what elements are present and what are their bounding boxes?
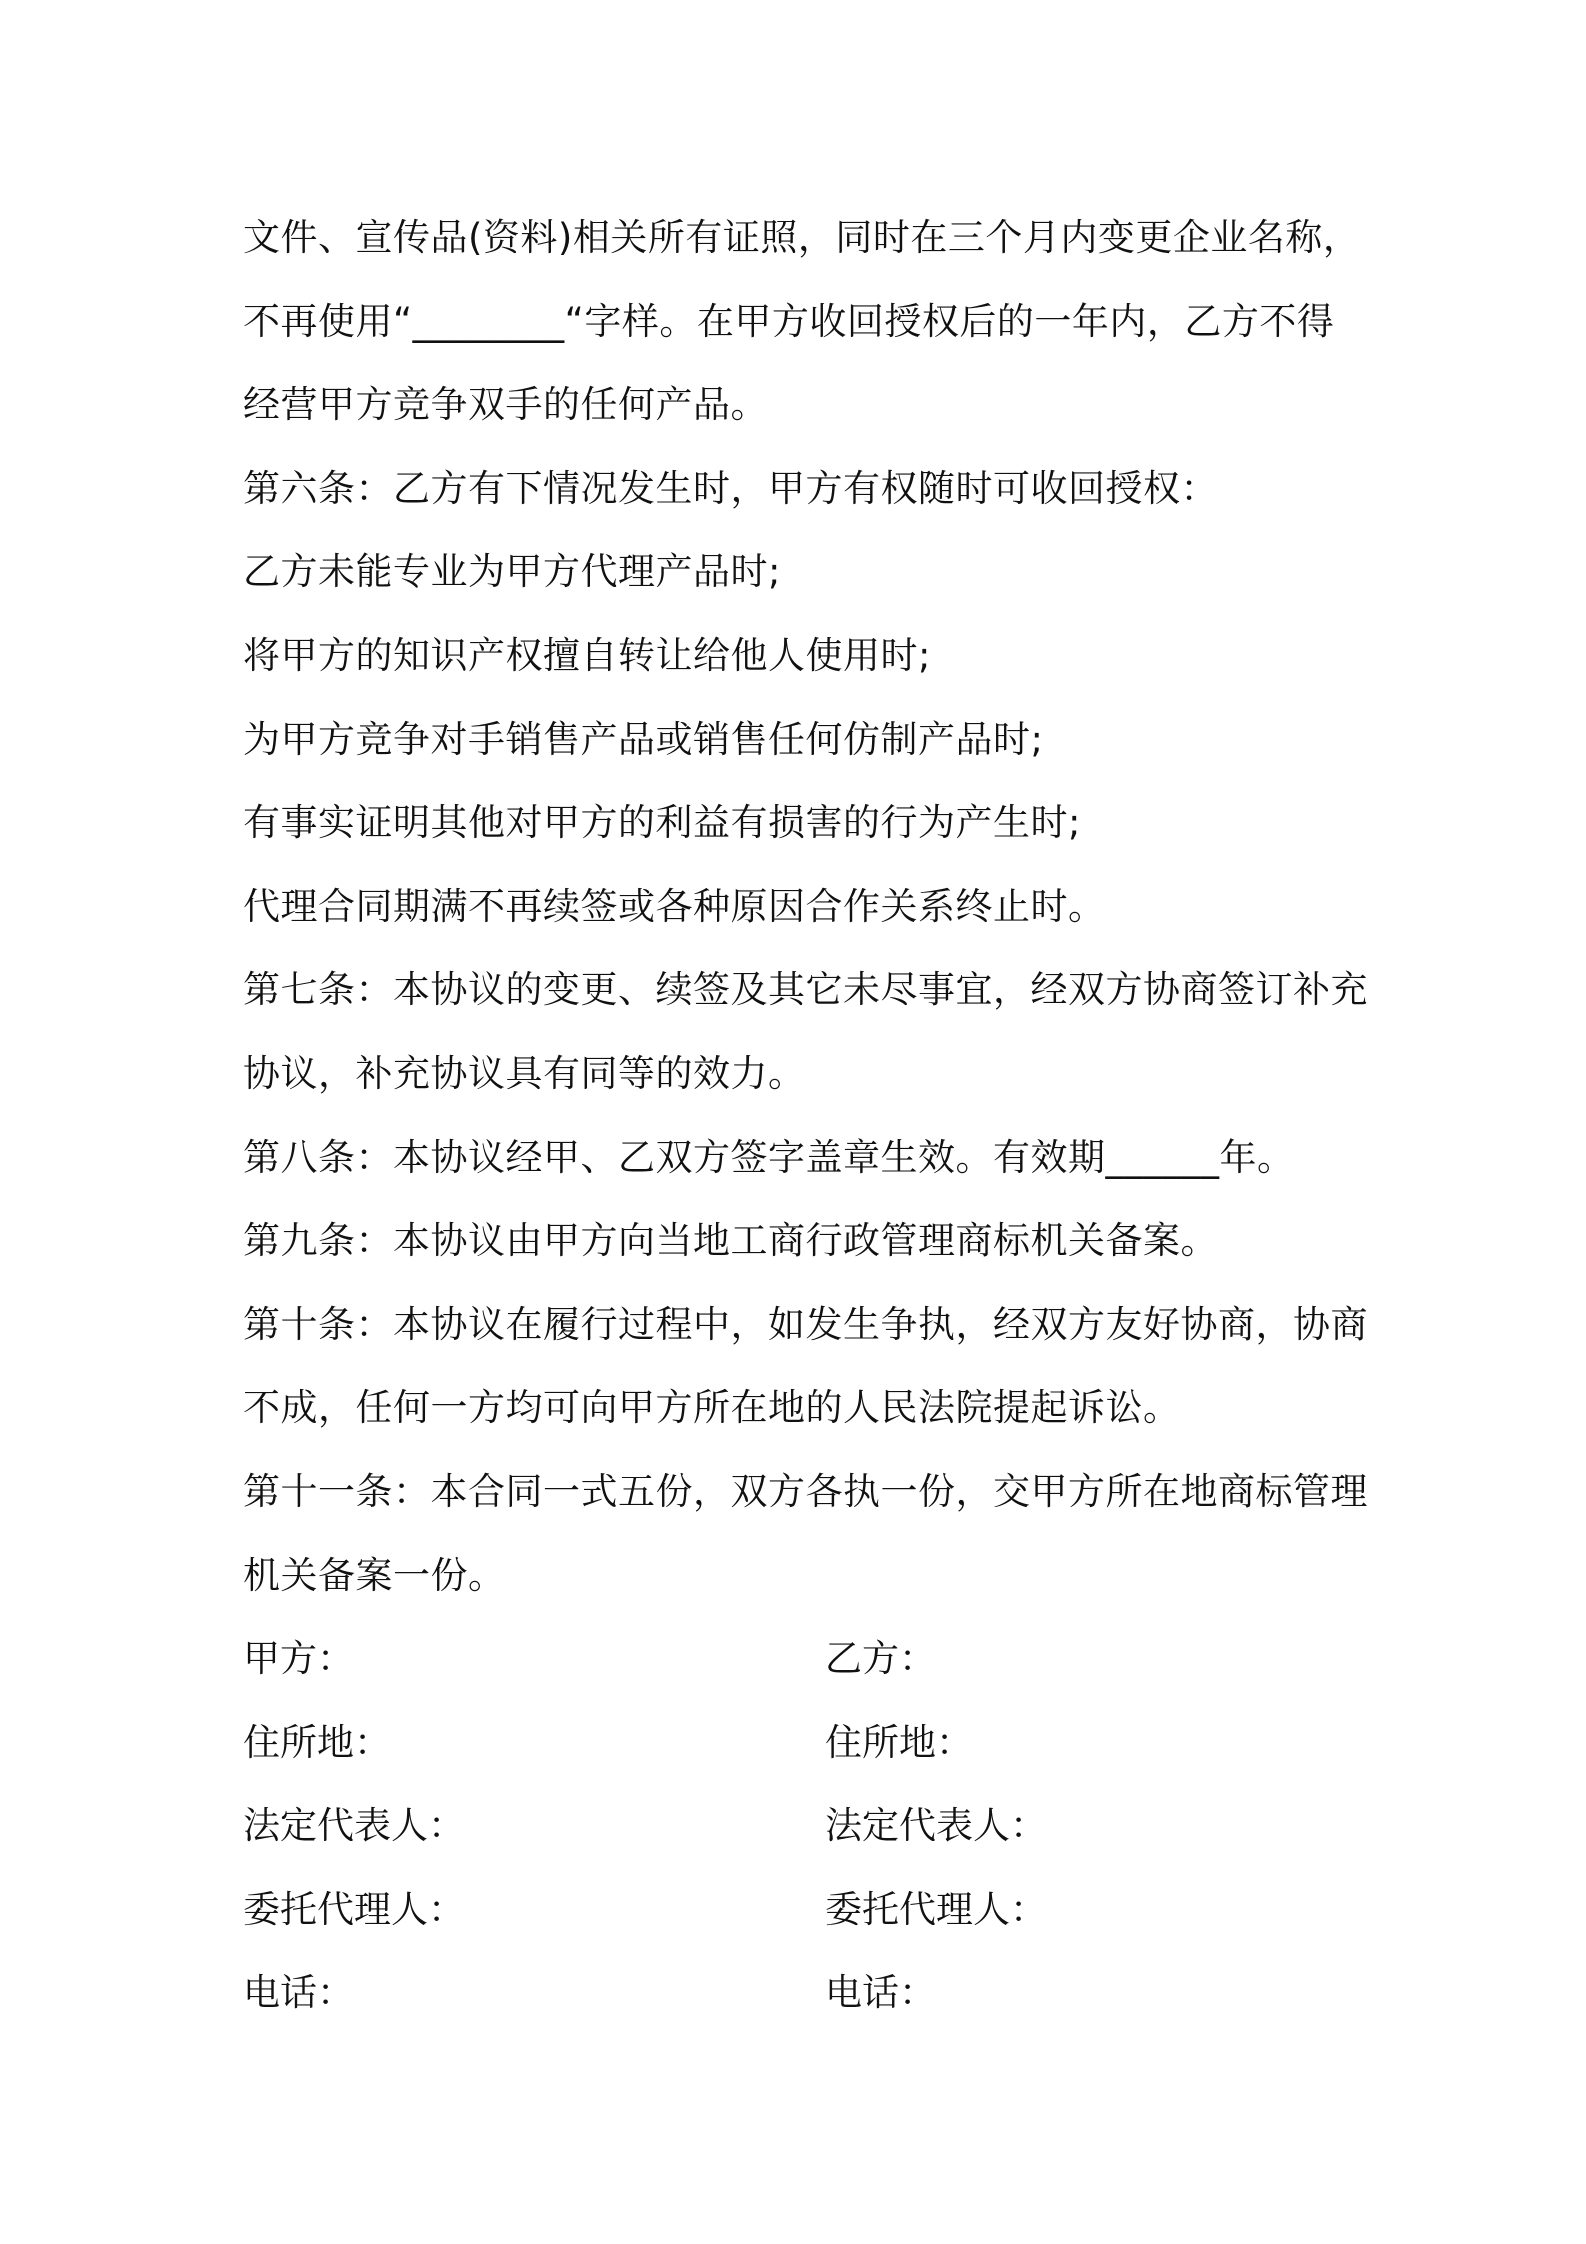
signature-row-legal-rep xyxy=(243,1784,1363,1868)
article-6-heading: 第六条：乙方有下情况发生时，甲方有权随时可收回授权： xyxy=(243,466,1218,510)
text-line: 不再使用“________“字样。在甲方收回授权后的一年内，乙方不得 xyxy=(243,299,1335,343)
signature-row-agent xyxy=(243,1868,1363,1952)
party-b-agent-label: 委托代理人： xyxy=(825,1887,1047,1931)
article-9: 第九条：本协议由甲方向当地工商行政管理商标机关备案。 xyxy=(243,1219,1218,1263)
text-line: 协议，补充协议具有同等的效力。 xyxy=(243,1051,806,1095)
party-a-phone-label: 电话： xyxy=(243,1971,354,2015)
text-line: 机关备案一份。 xyxy=(243,1553,506,1597)
list-item: 将甲方的知识产权擅自转让给他人使用时; xyxy=(243,633,931,677)
list-item: 为甲方竞争对手销售产品或销售任何仿制产品时; xyxy=(243,717,1044,761)
article-10: 第十条：本协议在履行过程中，如发生争执，经双方友好协商，协商 xyxy=(243,1302,1368,1346)
party-b-legal-rep-label: 法定代表人： xyxy=(825,1804,1047,1848)
party-b-phone-label: 电话： xyxy=(825,1971,936,2015)
signature-row-phone xyxy=(243,1951,1363,2035)
text-line: 文件、宣传品(资料)相关所有证照，同时在三个月内变更企业名称， xyxy=(243,216,1361,259)
party-b-address-label: 住所地： xyxy=(825,1720,973,1764)
party-a-label: 甲方： xyxy=(243,1637,354,1681)
text-line: 不成，任何一方均可向甲方所在地的人民法院提起诉讼。 xyxy=(243,1386,1181,1430)
article-8: 第八条：本协议经甲、乙双方签字盖章生效。有效期______年。 xyxy=(243,1135,1295,1179)
document-body xyxy=(243,196,1368,2035)
party-a-legal-rep-label: 法定代表人： xyxy=(243,1804,465,1848)
signature-row-address xyxy=(243,1701,1363,1785)
article-7: 第七条：本协议的变更、续签及其它未尽事宜，经双方协商签订补充 xyxy=(243,968,1368,1012)
text-line: 经营甲方竞争双手的任何产品。 xyxy=(243,383,768,427)
party-a-agent-label: 委托代理人： xyxy=(243,1887,465,1931)
list-item: 代理合同期满不再续签或各种原因合作关系终止时。 xyxy=(243,884,1106,928)
list-item: 有事实证明其他对甲方的利益有损害的行为产生时; xyxy=(243,801,1081,845)
list-item: 乙方未能专业为甲方代理产品时; xyxy=(243,550,781,594)
party-a-address-label: 住所地： xyxy=(243,1720,391,1764)
signature-row-party xyxy=(243,1617,1363,1701)
article-11: 第十一条：本合同一式五份，双方各执一份，交甲方所在地商标管理 xyxy=(243,1469,1368,1513)
party-b-label: 乙方： xyxy=(825,1637,936,1681)
